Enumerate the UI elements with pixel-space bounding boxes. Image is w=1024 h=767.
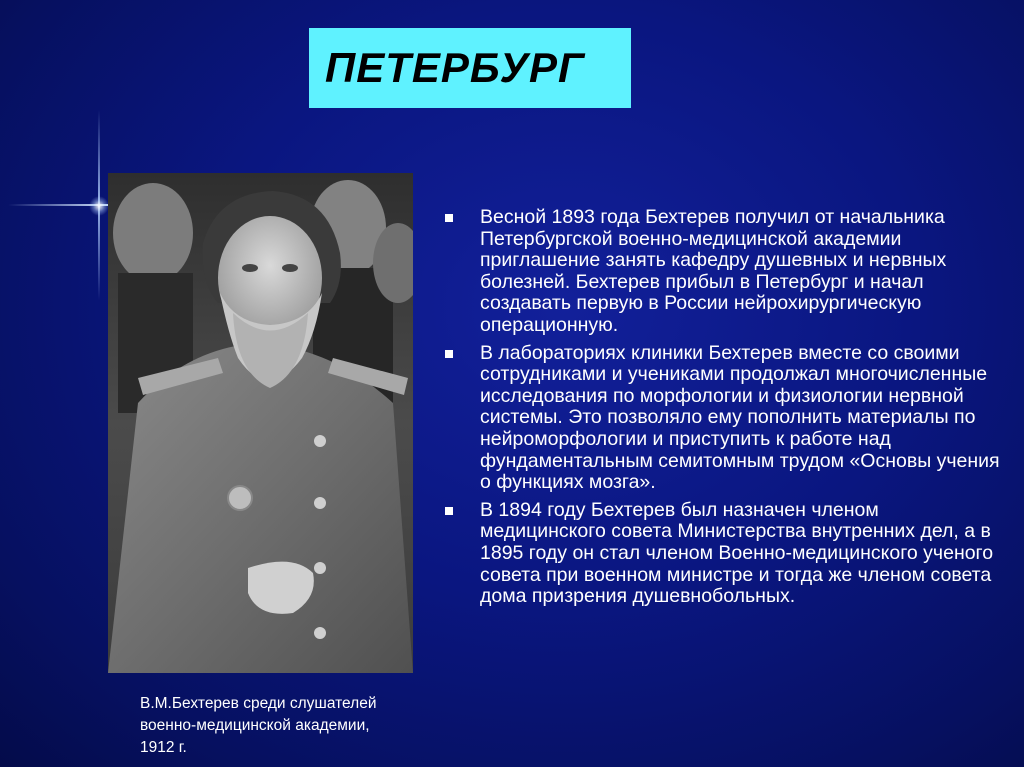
square-bullet-icon — [445, 507, 453, 515]
caption-line-3: 1912 г. — [140, 739, 187, 756]
bullet-text: В 1894 году Бехтерев был назначен членом медицинского совета Министерства внутренних дел, а в 1895 году он стал членом Военно-медицинского ученого совета при военном министре и тогда же членом совета дома призрения душевнобольных. — [480, 498, 994, 608]
bullet-item — [440, 500, 1005, 608]
bullet-text: В лабораториях клиники Бехтерев вместе со своими сотрудниками и учениками продолжал многочисленные исследования по морфологии и физиологии нервной системы. Это позволяло ему пополнить материалы по нейроморфологии и приступить к работе над фундаментальным семитомным трудом «Основы учения о функциях мозга». — [480, 341, 1000, 494]
portrait-illustration — [108, 173, 413, 673]
slide-title: ПЕТЕРБУРГ — [325, 44, 585, 91]
caption-line-1: В.М.Бехтерев среди слушателей — [140, 695, 377, 712]
caption-line-2: военно-медицинской академии, — [140, 717, 370, 734]
photo-caption — [118, 693, 408, 759]
bullet-list — [440, 207, 1005, 614]
slide-title-box — [309, 28, 631, 108]
portrait-photo — [108, 173, 413, 673]
bullet-item — [440, 207, 1005, 337]
bullet-text: Весной 1893 года Бехтерев получил от начальника Петербургской военно-медицинской академии приглашение занять кафедру душевных и нервных болезней. Бехтерев прибыл в Петербург и начал создавать первую в России нейрохирургическую операционную. — [480, 206, 947, 336]
square-bullet-icon — [445, 214, 453, 222]
bullet-item — [440, 343, 1005, 494]
square-bullet-icon — [445, 350, 453, 358]
light-flare-core — [89, 196, 109, 216]
